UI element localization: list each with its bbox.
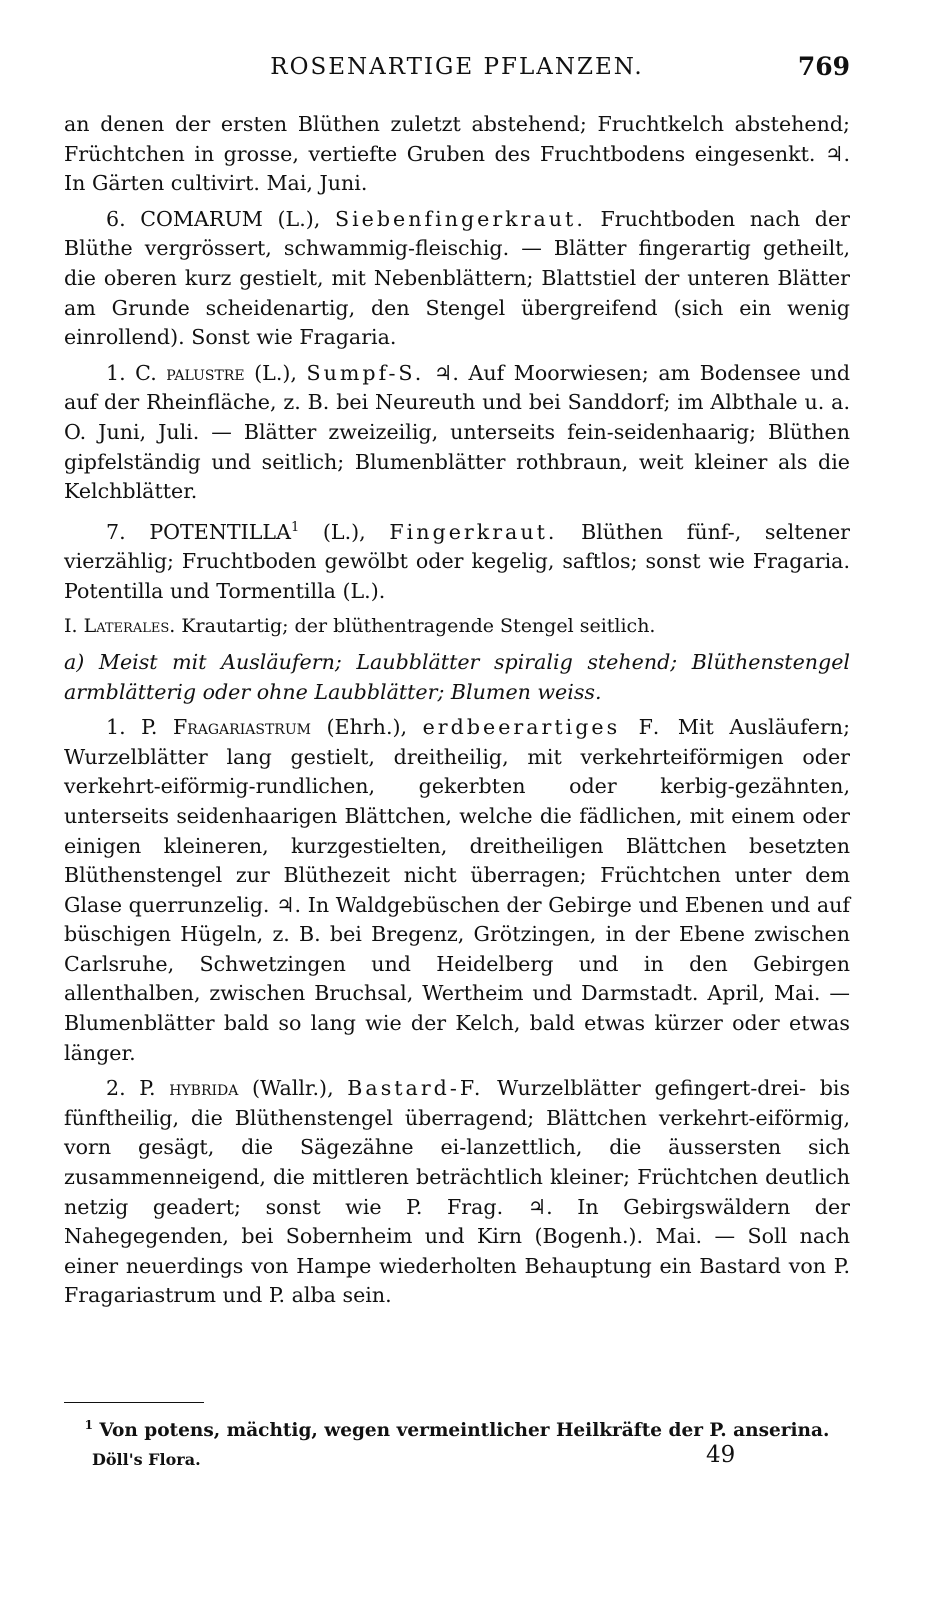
signature-label: Döll's Flora. [92, 1450, 201, 1469]
footnote-text: Von potens, mächtig, wegen vermeintlicher Heilkräfte der P. anserina. [99, 1420, 830, 1442]
author-citation: (Wallr.), [252, 1076, 334, 1101]
vernacular-name: Sumpf-S. [306, 360, 425, 385]
entry-number: 7. [106, 519, 126, 544]
footnote [64, 1418, 850, 1441]
species-entry-hybrida [64, 1074, 850, 1311]
section-text: Krautartig; der blüthentragende Stengel seitlich. [181, 615, 656, 638]
entry-description: ♃. Auf Moorwiesen; am Bodensee und auf der Rheinfläche, z. B. bei Neureuth und bei Sanddorf; im Albthale u. a. O. Juni, Juli. — Blätter zweizeilig, unterseits fein-seidenhaarig; Blüthen gipfelständig und seitlich; Blumenblätter rothbraun, weit kleiner als die Kelchblätter. [64, 360, 851, 504]
section-heading [64, 612, 850, 642]
entry-number: 1. C. [106, 360, 157, 385]
entry-description: Blüthen fünf-, seltener vierzählig; Fruchtboden gewölbt oder kegelig, saftlos; sonst wie Fragaria. Potentilla und Tormentilla (L.). [64, 519, 850, 603]
vernacular-name: Fingerkraut. [389, 519, 558, 544]
page-header [64, 50, 850, 86]
running-head: ROSENARTIGE PFLANZEN. [270, 54, 644, 80]
footnote-rule [64, 1402, 204, 1403]
species-name: palustre [166, 360, 245, 385]
entry-number: 6. [106, 206, 126, 231]
genus-name: COMARUM [140, 206, 263, 231]
footnote-marker: 1 [290, 519, 300, 535]
genus-entry-comarum [64, 205, 850, 353]
genus-name: POTENTILLA [149, 519, 291, 544]
footnote-number: 1 [84, 1418, 93, 1432]
entry-number: 1. P. [106, 715, 158, 740]
vernacular-name: Siebenfingerkraut. [334, 206, 586, 231]
subgroup-heading: a) Meist mit Ausläufern; Laubblätter spiralig stehend; Blüthenstengel armblätterig oder ohne Laubblätter; Blumen weiss. [64, 649, 850, 704]
section-label: I. Laterales. [64, 615, 176, 638]
species-entry-palustre [64, 359, 850, 507]
vernacular-name: erdbeerartiges F. [422, 715, 663, 740]
signature-number: 49 [706, 1442, 736, 1468]
author-citation: (Ehrh.), [326, 715, 408, 740]
page-body [64, 110, 850, 1317]
entry-description: Wurzelblätter gefingert-drei- bis fünftheilig, die Blüthenstengel überragend; Blättchen verkehrt-eiförmig, vorn gesägt, die Sägezähne ei-lanzettlich, die äussersten sich zusammenneigend, die mittleren beträchtlich kleiner; Früchtchen deutlich netzig geadert; sonst wie P. Frag. ♃. In Gebirgswäldern der Nahegegenden, bei Sobernheim und Kirn (Bogenh.). Mai. — Soll nach einer neuerdings von Hampe wiederholten Behauptung ein Bastard von P. Fragariastrum und P. alba sein. [64, 1076, 851, 1308]
entry-number: 2. P. [106, 1076, 156, 1101]
entry-description: Fruchtboden nach der Blüthe vergrössert, schwammig-fleischig. — Blätter fingerartig getheilt, die oberen kurz gestielt, mit Nebenblättern; Blattstiel der unteren Blätter am Grunde scheidenartig, den Stengel übergreifend (sich ein wenig einrollend). Sonst wie Fragaria. [64, 206, 851, 350]
entry-description: Mit Ausläufern; Wurzelblätter lang gestielt, dreitheilig, mit verkehrteiförmigen oder verkehrt-eiförmig-rundlichen, gekerbten oder kerbig-gezähnten, unterseits seidenhaarigen Blättchen, welche die fädlichen, mit einem oder einigen kleineren, kurzgestielten, dreitheiligen Blättchen besetzten Blüthenstengel zur Blüthezeit nicht überragen; Früchtchen unter dem Glase querrunzelig. ♃. In Waldgebüschen der Gebirge und Ebenen und auf büschigen Hügeln, z. B. bei Bregenz, Grötzingen, in der Ebene zwischen Carlsruhe, Schwetzingen und Heidelberg und in den Gebirgen allenthalben, zwischen Bruchsal, Wertheim und Darmstadt. April, Mai. — Blumenblätter bald so lang wie der Kelch, bald etwas kürzer oder etwas länger. [64, 715, 851, 1065]
genus-entry-potentilla [64, 513, 850, 607]
paragraph-continuation: an denen der ersten Blüthen zuletzt abstehend; Fruchtkelch abstehend; Früchtchen in grosse, vertiefte Gruben des Fruchtbodens eingesenkt. ♃. In Gärten cultivirt. Mai, Juni. [64, 112, 850, 196]
author-citation: (L.), [322, 519, 366, 544]
species-name: Fragariastrum [172, 715, 311, 740]
vernacular-name: Bastard-F. [347, 1076, 484, 1101]
page-number: 769 [797, 52, 850, 81]
species-entry-fragariastrum [64, 713, 850, 1068]
author-citation: (L.), [277, 206, 321, 231]
species-name: hybrida [169, 1076, 239, 1101]
author-citation: (L.), [254, 360, 297, 385]
